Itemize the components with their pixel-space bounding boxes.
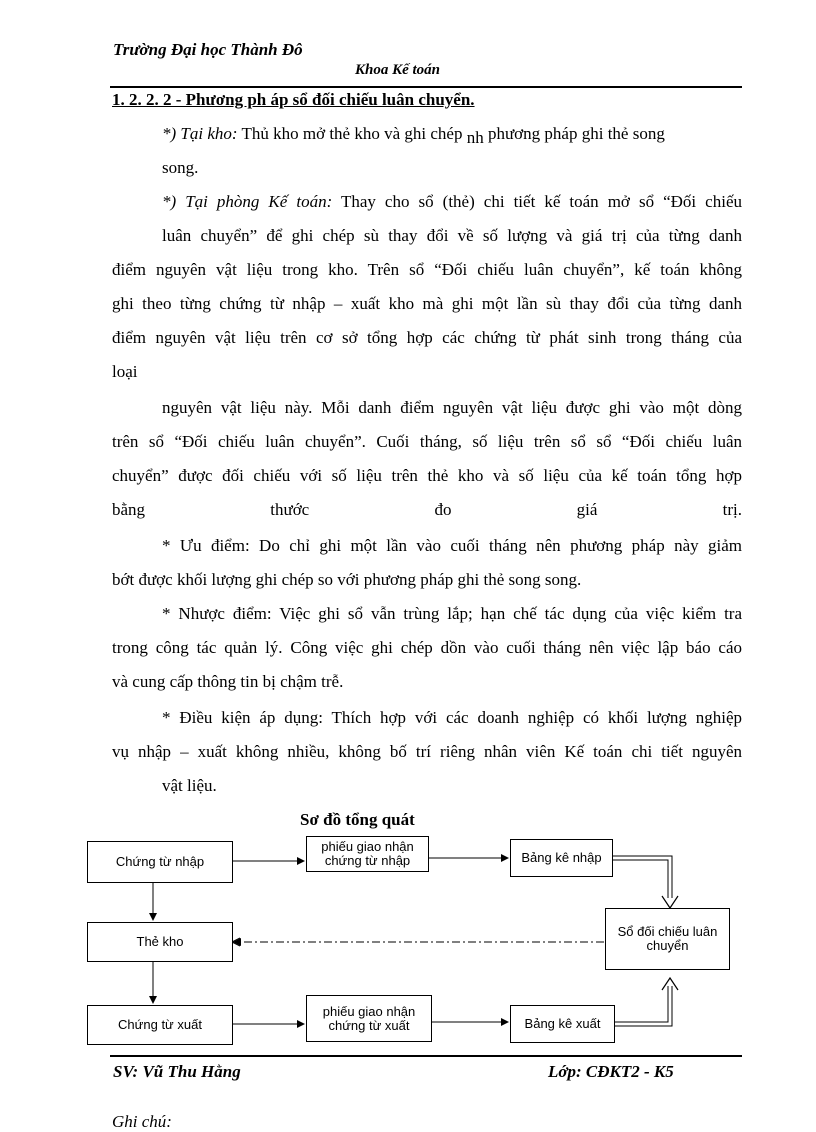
arrow-bkn-to-so-doi-chieu — [612, 856, 678, 908]
department-name: Khoa Kế toán — [355, 62, 441, 78]
paragraph-3-line-1: nguyên vật liệu này. Mỗi danh điểm nguyên vật liệu được ghi vào một dòng — [162, 398, 742, 417]
paragraph-6-line-1: * Điều kiện áp dụng: Thích hợp với các doanh nghiệp có khối lượng nghiệp — [162, 708, 742, 727]
paragraph-6-line-3: vật liệu. — [162, 776, 217, 795]
box-chung-tu-xuat: Chứng từ xuất — [87, 1005, 233, 1045]
p2-label: *) Tại phòng Kế toán: — [162, 192, 333, 211]
diagram-title: Sơ đồ tổng quát — [300, 810, 415, 829]
p2-text: Thay cho sổ (thẻ) chi tiết kế toán mở sổ “Đối chiếu — [332, 192, 742, 211]
box-bang-ke-nhap: Bảng kê nhập — [510, 839, 613, 877]
box-chung-tu-nhap: Chứng từ nhập — [87, 841, 233, 883]
section-title: 1. 2. 2. 2 - Phương ph áp sổ đối chiếu luân chuyển. — [112, 90, 475, 109]
paragraph-6-line-2: vụ nhập – xuất không nhiều, không bố trí riêng nhân viên Kế toán chi tiết nguyên — [112, 742, 742, 761]
paragraph-2-line-3: điểm nguyên vật liệu trong kho. Trên sổ “Đối chiếu luân chuyển”, kế toán không — [112, 260, 742, 279]
footer-rule — [110, 1055, 742, 1057]
box-the-kho: Thẻ kho — [87, 922, 233, 962]
school-name: Trường Đại học Thành Đô — [113, 40, 303, 59]
box-phieu-giao-nhan-nhap: phiếu giao nhận chứng từ nhập — [306, 836, 429, 872]
cut-off-text: Ghi chú: — [112, 1112, 172, 1131]
p1-text: Thủ kho mở thẻ kho và ghi chép — [237, 124, 467, 143]
paragraph-5-line-1: * Nhược điểm: Việc ghi sổ vẫn trùng lắp; hạn chế tác dụng của việc kiểm tra — [162, 604, 742, 623]
paragraph-2-line-6: loại — [112, 362, 138, 381]
p1-tail: phương pháp ghi thẻ song — [483, 124, 665, 143]
p1-label: *) Tại kho: — [162, 124, 238, 143]
box-bang-ke-xuat: Bảng kê xuất — [510, 1005, 615, 1043]
footer-class: Lớp: CĐKT2 - K5 — [548, 1062, 674, 1081]
paragraph-3-line-2: trên sổ “Đối chiếu luân chuyển”. Cuối tháng, số liệu trên sổ sổ “Đối chiếu luân — [112, 432, 742, 451]
paragraph-4-line-1: * Ưu điểm: Do chỉ ghi một lần vào cuối tháng nên phương pháp này giảm — [162, 536, 742, 555]
paragraph-2-line-5: điểm nguyên vật liệu trên cơ sở tổng hợp các chứng từ phát sinh trong tháng của — [112, 328, 742, 347]
box-so-doi-chieu: Sổ đối chiếu luân chuyển — [605, 908, 730, 970]
paragraph-5-line-2: trong công tác quản lý. Công việc ghi chép dồn vào cuối tháng nên việc lập báo cáo — [112, 638, 742, 657]
paragraph-2-line-4: ghi theo từng chứng từ nhập – xuất kho mà ghi một lần sù thay đổi của từng danh — [112, 294, 742, 313]
box-phieu-giao-nhan-xuat: phiếu giao nhận chứng từ xuất — [306, 995, 432, 1042]
paragraph-4-line-2: bớt được khối lượng ghi chép so với phương pháp ghi thẻ song song. — [112, 570, 582, 589]
paragraph-3-line-3: chuyển” được đối chiếu với số liệu trên thẻ kho và số liệu của kế toán tổng hợp — [112, 466, 742, 485]
p1-sub: nh — [466, 128, 484, 147]
paragraph-1-line-2: song. — [162, 158, 199, 177]
paragraph-2-line-2: luân chuyển” để ghi chép sù thay đổi về số lượng và giá trị của từng danh — [162, 226, 742, 245]
footer-student: SV: Vũ Thu Hằng — [113, 1062, 241, 1081]
arrow-bkx-to-so-doi-chieu — [614, 978, 678, 1026]
paragraph-3-line-4: bằng thước đo giá trị. — [112, 500, 742, 519]
paragraph-5-line-3: và cung cấp thông tin bị chậm trễ. — [112, 672, 344, 691]
